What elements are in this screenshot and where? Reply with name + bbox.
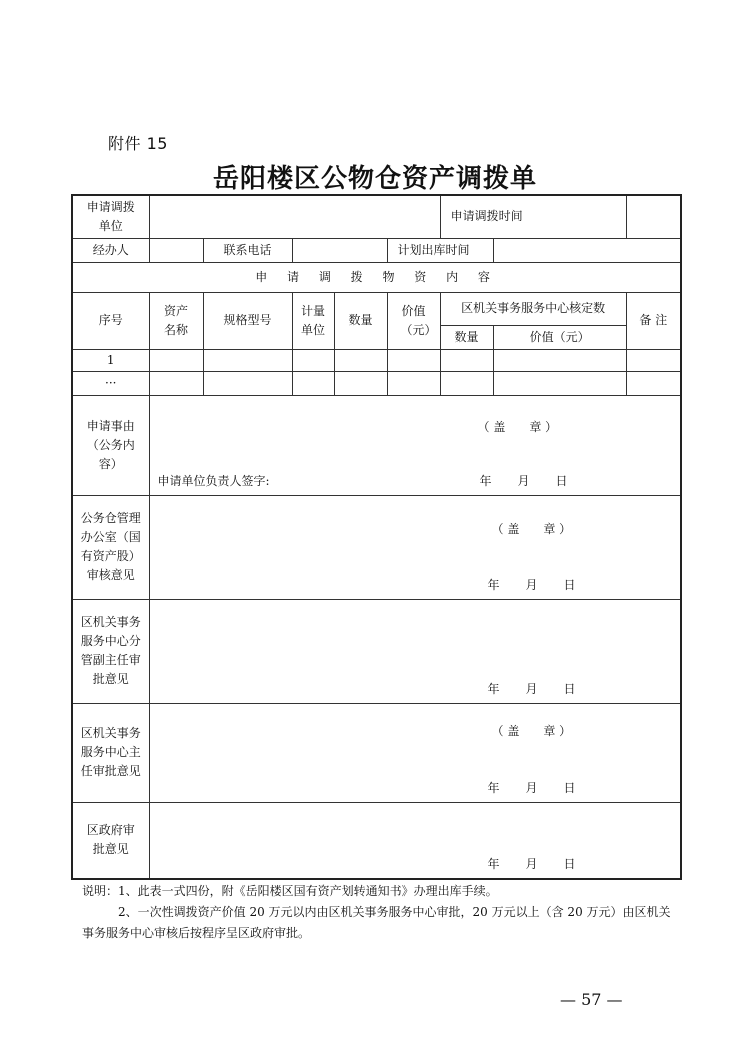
gov-opinion-area[interactable]: [149, 802, 681, 879]
reason-label: 申请事由（公务内容）: [72, 395, 149, 495]
date-line: 年 月 日: [487, 577, 576, 592]
deputy-opinion-area[interactable]: [149, 599, 681, 703]
seal-text: （ 盖 章 ）: [477, 419, 558, 434]
seal-text: （ 盖 章 ）: [491, 521, 572, 536]
seal-text: （ 盖 章 ）: [491, 723, 572, 738]
phone-label: 联系电话: [203, 238, 292, 262]
signer-label: 申请单位负责人签字:: [157, 473, 270, 488]
apply-time-label: 申请调拨时间: [440, 195, 626, 238]
col-asset-name: 资产名称: [149, 292, 203, 349]
col-seq: 序号: [72, 292, 149, 349]
warehouse-label: 公务仓管理办公室（国有资产股）审核意见: [72, 495, 149, 599]
note-line-1: 说明：1、此表一式四份，附《岳阳楼区国有资产划转通知书》办理出库手续。: [82, 884, 498, 898]
applicant-unit-value[interactable]: [149, 195, 440, 238]
phone-value[interactable]: [292, 238, 387, 262]
table-row: [72, 349, 681, 371]
handler-label: 经办人: [72, 238, 149, 262]
attachment-label: 附件 15: [108, 134, 168, 153]
row-seq: 1: [72, 349, 149, 371]
plan-out-time-value[interactable]: [493, 238, 681, 262]
applicant-unit-label: 申请调拨单位: [72, 195, 149, 238]
col-center-qty: 数量: [440, 325, 493, 349]
col-remark: 备 注: [626, 292, 681, 349]
date-line: 年 月 日: [487, 857, 576, 871]
notes: [82, 881, 682, 944]
table-row: [72, 371, 681, 395]
date-line: 年 月 日: [487, 681, 576, 696]
page-title: 岳阳楼区公物仓资产调拨单: [212, 164, 537, 194]
warehouse-opinion-area[interactable]: [149, 495, 681, 599]
col-spec: 规格型号: [203, 292, 292, 349]
gov-label: 区政府审批意见: [72, 802, 149, 879]
col-value: 价值（元）: [387, 292, 440, 349]
col-center-check: 区机关事务服务中心核定数: [440, 292, 626, 325]
col-qty: 数量: [334, 292, 387, 349]
transfer-form-table: [71, 194, 682, 880]
row-seq: ···: [72, 371, 149, 395]
col-unit: 计量单位: [292, 292, 334, 349]
plan-out-time-label: 计划出库时间: [387, 238, 493, 262]
handler-value[interactable]: [149, 238, 203, 262]
date-line: 年 月 日: [487, 780, 576, 795]
apply-time-value[interactable]: [626, 195, 681, 238]
content-section-title: 申 请 调 拨 物 资 内 容: [72, 262, 681, 292]
director-label: 区机关事务服务中心主任审批意见: [72, 703, 149, 802]
reason-area[interactable]: [149, 395, 681, 495]
director-opinion-area[interactable]: [149, 703, 681, 802]
deputy-label: 区机关事务服务中心分管副主任审批意见: [72, 599, 149, 703]
col-center-value: 价值（元）: [493, 325, 626, 349]
page-number: — 57 —: [560, 990, 623, 1009]
note-line-2: 2、一次性调拨资产价值 20 万元以内由区机关事务服务中心审批，20 万元以上（含 20 万元）由区机关事务服务中心审核后按程序呈区政府审批。: [82, 905, 671, 940]
date-line: 年 月 日: [479, 473, 568, 488]
